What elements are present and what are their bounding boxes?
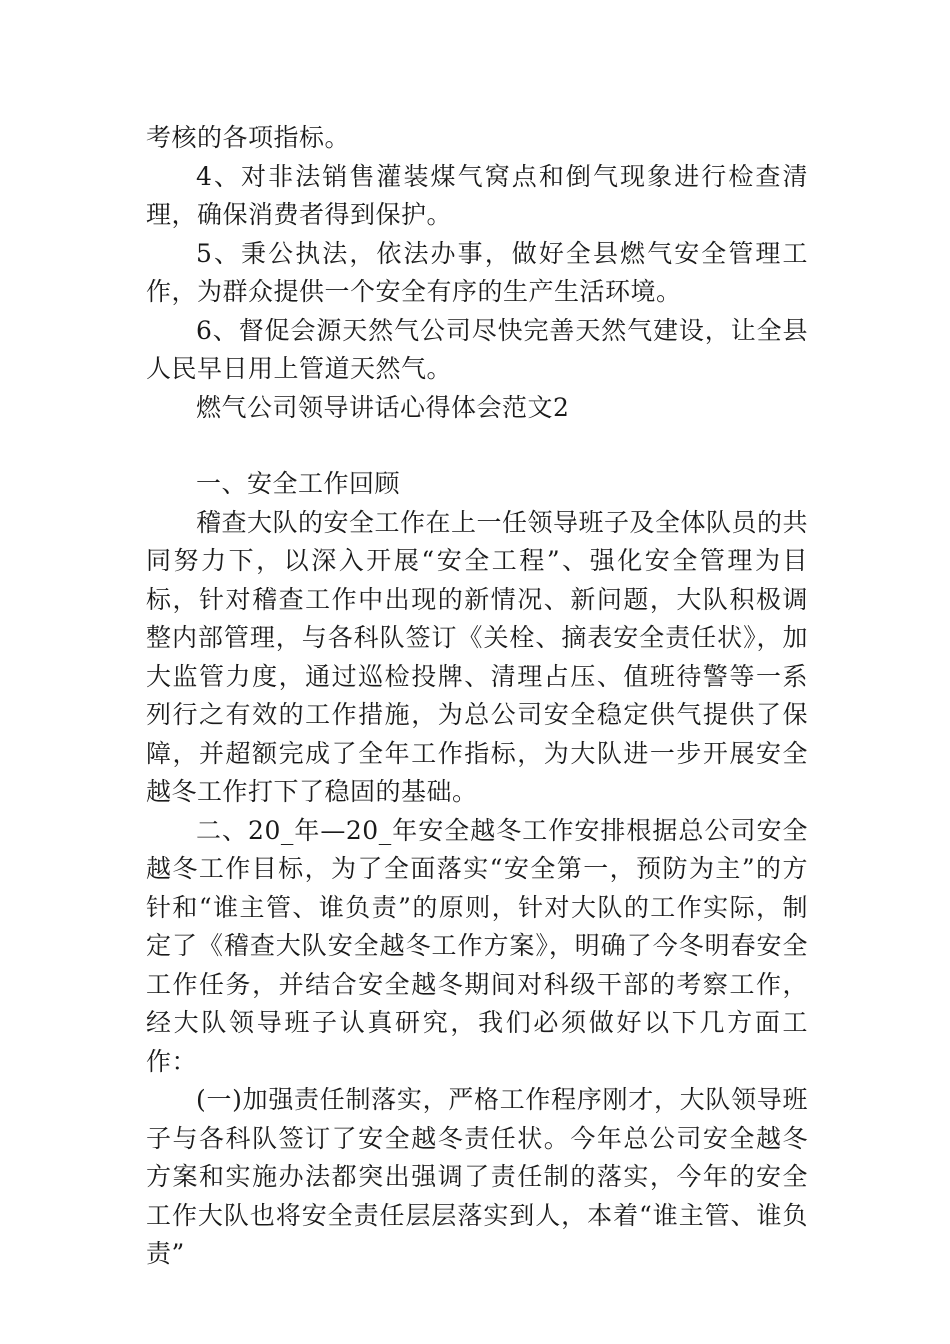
paragraph-review: 稽查大队的安全工作在上一任领导班子及全体队员的共同努力下，以深入开展“安全工程”、强化安全管理为目标，针对稽查工作中出现的新情况、新问题，大队积极调整内部管理，与各科队签订《关栓、摘表安全责任状》，加大监管力度，通过巡检投牌、清理占压、值班待警等一系列行之有效的工作措施，为总公司安全稳定供气提供了保障，并超额完成了全年工作指标，为大队进一步开展安全越冬工作打下了稳固的基础。 — [146, 507, 809, 806]
paragraph-responsibility: (一)加强责任制落实，严格工作程序刚才，大队领导班子与各科队签订了安全越冬责任状。今年总公司安全越冬方案和实施办法都突出强调了责任制的落实，今年的安全工作大队也将安全责任层层落实到人，本着“谁主管、谁负责” — [146, 1085, 808, 1268]
paragraph-plan: 二、20_年—20_年安全越冬工作安排根据总公司安全越冬工作目标，为了全面落实“安全第一，预防为主”的方针和“谁主管、谁负责”的原则，针对大队的工作实际，制定了《稽查大队安全越冬工作方案》，明确了今冬明春安全工作任务，并结合安全越冬期间对科级干部的考察工作，经大队领导班子认真研究，我们必须做好以下几方面工作： — [146, 815, 808, 1076]
paragraph-item-4: 4、对非法销售灌装煤气窝点和倒气现象进行检查清理，确保消费者得到保护。 — [146, 161, 808, 229]
document-body — [146, 119, 808, 1274]
section-title: 燃气公司领导讲话心得体会范文2 — [196, 392, 570, 422]
paragraph-item-5: 5、秉公执法，依法办事，做好全县燃气安全管理工作，为群众提供一个安全有序的生产生活环境。 — [146, 238, 808, 306]
paragraph-continuation: 考核的各项指标。 — [146, 123, 351, 152]
section-heading-1: 一、安全工作回顾 — [196, 469, 401, 498]
blank-line — [146, 427, 808, 465]
paragraph-item-6: 6、督促会源天然气公司尽快完善天然气建设，让全县人民早日用上管道天然气。 — [146, 315, 808, 383]
